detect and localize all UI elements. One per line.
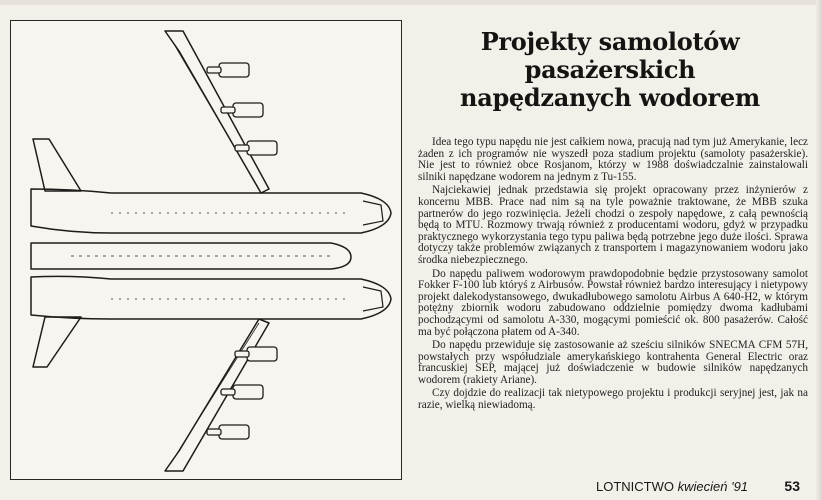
page-number: 53 <box>784 478 800 494</box>
twin-fuselage-aircraft-drawing <box>11 21 403 481</box>
paragraph-4: Do napędu przewiduje się zastosowanie aż sześciu silników SNECMA CFM 57H, powstałych przy współudziale amerykańskiego kontrahenta General Electric oraz francuskiej SEP, mającej już doświadczenie w budowie silników napędzanych wodorem (rakiety Ariane). <box>418 339 808 386</box>
aircraft-illustration-frame <box>10 20 402 480</box>
magazine-credit <box>596 479 748 494</box>
upper-tail <box>33 139 81 191</box>
paragraph-5: Czy dojdzie do realizacji tak nietypowego projektu i produkcji seryjnej jest, jak na razie, wielką niewiadomą. <box>418 387 808 412</box>
upper-fuselage <box>31 189 391 233</box>
lower-fuselage <box>31 276 391 319</box>
paragraph-2: Najciekawiej jednak przedstawia się projekt opracowany przez inżynierów z koncernu MBB. Prace nad nim są na tyle poważnie traktowane, że MBB szuka partnerów do jego rozwinięcia. Jeżeli chodzi o zespoły napędowe, z całą pewnością będą to MTU. Rozmowy trwają również z producentami wodoru, gdyż w przypadku praktycznego wykorzystania tego typu paliwa będą potrzebne jego duże ilości. Sprawa dotyczy także problemów związanych z transportem i magazynowaniem wodoru jako środka niebezpiecznego. <box>418 184 808 266</box>
paragraph-1: Idea tego typu napędu nie jest całkiem nowa, pracują nad tym już Amerykanie, lecz żaden z ich programów nie wyszedł poza stadium projektu (samoloty pasażerskie). Nie jest to również obce Rosjanom, którzy w 1988 doświadczalnie zainstalowali silniki napędzane wodorem na jednym z Tu-155. <box>418 136 808 183</box>
page-edge-shadow <box>816 0 822 500</box>
lower-engines <box>207 347 277 439</box>
title-line-2: pasażerskich <box>524 55 696 84</box>
article-title <box>432 28 788 112</box>
paragraph-3: Do napędu paliwem wodorowym prawdopodobnie będzie przystosowany samolot Fokker F-100 lub któryś z Airbusów. Powstał również bardzo interesujący i nietypowy projekt dalekodystansowego, dwukadłubowego samolotu Airbus A 640-H2, w którym potężny zbiornik wodoru zabudowano oddzielnie pomiędzy dwoma kadłubami pochodzącymi od samolotu A-330, mogącymi pomieścić ok. 800 pasażerów. Całość ma być połączona płatem od A-340. <box>418 267 808 338</box>
title-line-1: Projekty samolotów <box>480 27 740 56</box>
upper-engines <box>207 63 277 155</box>
lower-tail <box>33 317 81 367</box>
magazine-name: LOTNICTWO <box>596 479 674 494</box>
magazine-issue: kwiecień '91 <box>677 479 749 494</box>
title-line-3: napędzanych wodorem <box>460 83 760 112</box>
page-footer <box>596 478 806 496</box>
page-top-edge <box>0 0 822 5</box>
article-body <box>418 137 808 414</box>
